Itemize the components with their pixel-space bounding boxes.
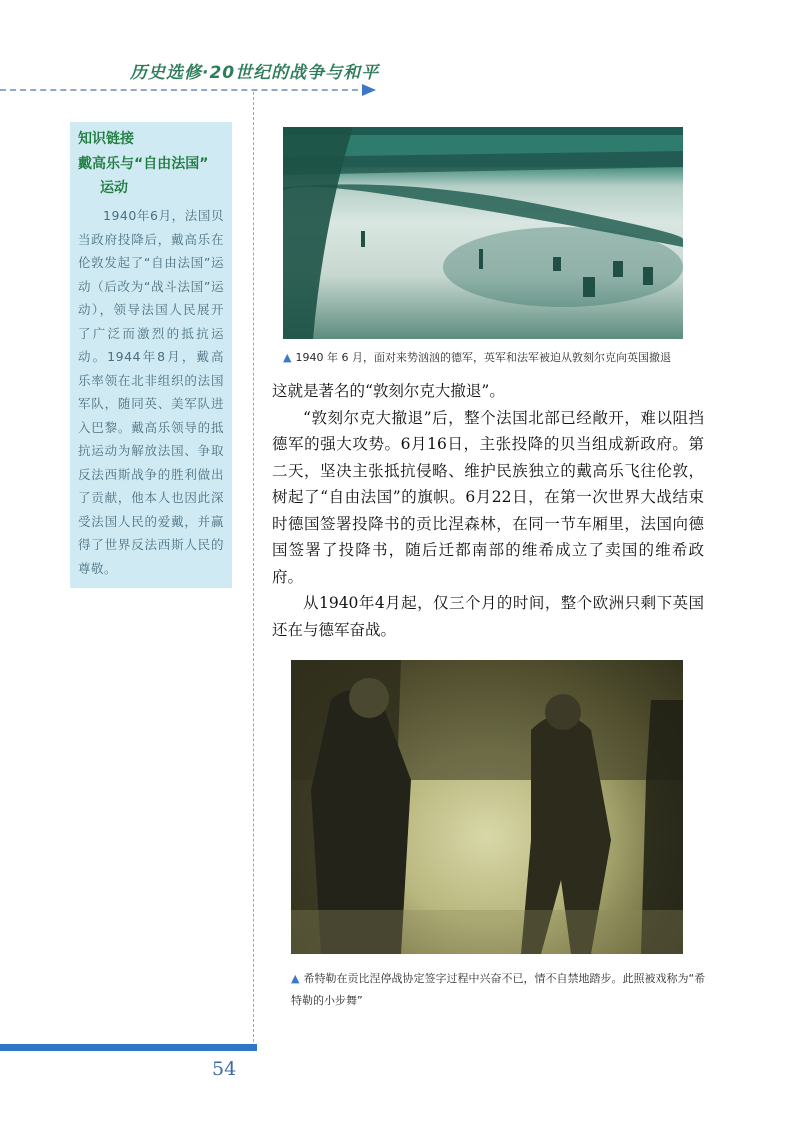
hitler-jig-photo bbox=[291, 660, 683, 954]
hitler-photo-illustration bbox=[291, 660, 683, 954]
dunkirk-photo-illustration bbox=[283, 127, 683, 339]
column-divider bbox=[253, 92, 254, 1042]
footer-blue-bar bbox=[0, 1044, 257, 1051]
paragraph-2: “敦刻尔克大撤退”后，整个法国北部已经敞开，难以阻挡德军的强大攻势。6月16日，主张投降的贝当组成新政府。第二天，坚决主张抵抗侵略、维护民族独立的戴高乐飞往伦敦，树起了“自由法国”的旗帜。6月22日，在第一次世界大战结束时德国签署投降书的贡比涅森林，在同一节车厢里，法国向德国签署了投降书，随后迁都南部的维希成立了卖国的维希政府。 bbox=[272, 408, 704, 586]
header-arrow-icon bbox=[362, 84, 376, 96]
paragraph-1: 这就是著名的“敦刻尔克大撤退”。 bbox=[272, 382, 505, 400]
page-number: 54 bbox=[212, 1058, 237, 1080]
figure2-caption bbox=[291, 968, 711, 1012]
figure2-caption-text: 希特勒在贡比涅停战协定签字过程中兴奋不已，情不自禁地踏步。此照被戏称为“希特勒的小步舞” bbox=[291, 972, 706, 1007]
dunkirk-evacuation-photo bbox=[283, 127, 683, 339]
caption-triangle-icon: ▲ bbox=[283, 351, 292, 364]
header-dashed-rule bbox=[0, 89, 368, 91]
sidebar-title-line2: 运动 bbox=[100, 180, 128, 196]
paragraph-3: 从1940年4月起，仅三个月的时间，整个欧洲只剩下英国还在与德军奋战。 bbox=[272, 594, 704, 639]
figure1-caption-text: 1940 年 6 月，面对来势汹汹的德军，英军和法军被迫从敦刻尔克向英国撤退 bbox=[295, 351, 671, 364]
sidebar-title-line1: 戴高乐与“自由法国” bbox=[78, 156, 209, 172]
sidebar-title bbox=[78, 152, 224, 200]
caption-triangle-icon: ▲ bbox=[291, 972, 300, 985]
figure1-caption bbox=[283, 347, 703, 369]
knowledge-link-sidebar bbox=[70, 122, 232, 588]
sidebar-heading: 知识链接 bbox=[78, 131, 134, 147]
running-header-title: 历史选修·20世纪的战争与和平 bbox=[130, 63, 380, 83]
main-body-text bbox=[272, 378, 704, 643]
sidebar-body-text: 1940年6月，法国贝当政府投降后，戴高乐在伦敦发起了“自由法国”运动（后改为“战斗法国”运动），领导法国人民展开了广泛而激烈的抵抗运动。1944年8月，戴高乐率领在北非组织的法国军队，随同英、美军队进入巴黎。戴高乐领导的抵抗运动为解放法国、争取反法西斯战争的胜利做出了贡献，他本人也因此深受法国人民的爱戴，并赢得了世界反法西斯人民的尊敬。 bbox=[78, 208, 224, 576]
